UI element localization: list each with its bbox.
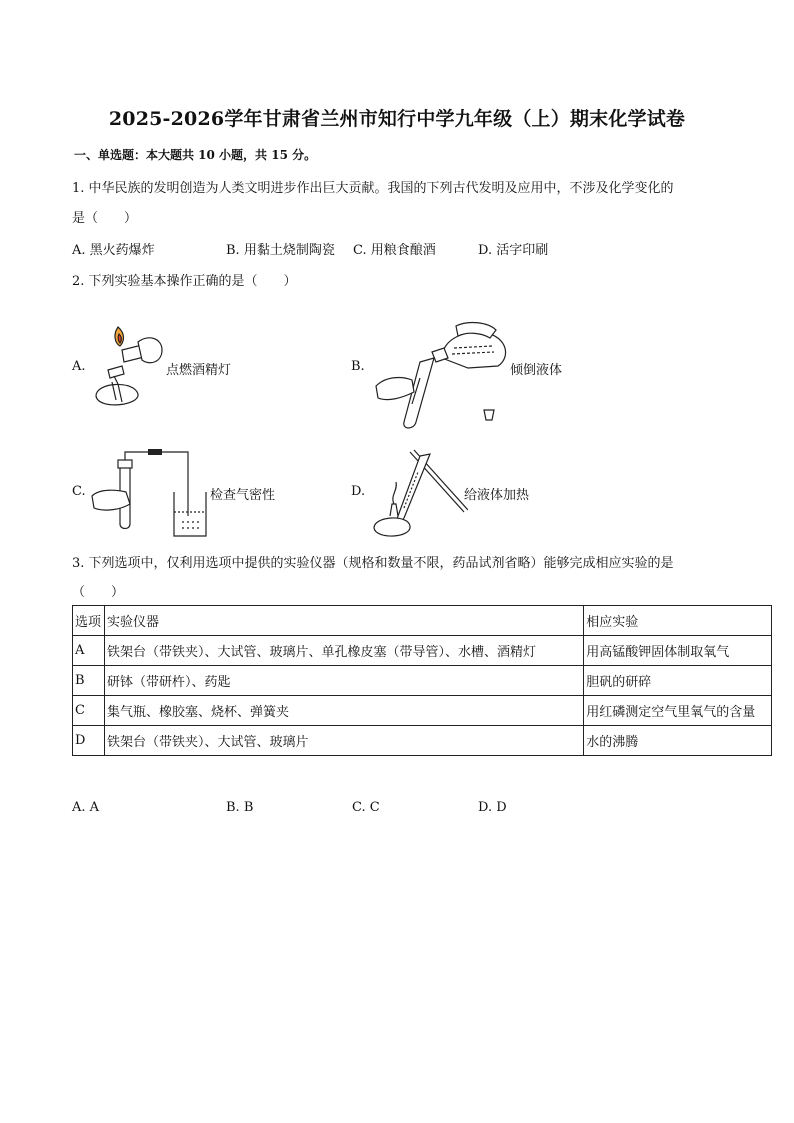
heating-liquid-icon xyxy=(368,446,468,540)
table-cell: 用红磷测定空气里氧气的含量 xyxy=(584,696,772,726)
q2-option-b-label: 倾倒液体 xyxy=(510,363,563,378)
q3-option-d[interactable]: D. D xyxy=(478,800,507,815)
q3-table xyxy=(72,605,772,756)
table-header-row xyxy=(73,606,772,636)
q3-option-a[interactable]: A. A xyxy=(72,800,100,815)
table-cell: B xyxy=(73,666,105,696)
q1-stem-line1: 1. 中华民族的发明创造为人类文明进步作出巨大贡献。我国的下列古代发明及应用中，不涉及化学变化的 xyxy=(72,181,674,196)
table-header-cell: 相应实验 xyxy=(584,606,772,636)
table-row xyxy=(73,666,772,696)
q2-option-c-label: 检查气密性 xyxy=(210,488,276,503)
q2-option-b-letter[interactable]: B. xyxy=(351,359,365,374)
q2-option-d-label: 给液体加热 xyxy=(464,488,530,503)
q2-option-c-letter[interactable]: C. xyxy=(72,484,86,499)
table-row xyxy=(73,726,772,756)
table-cell: 研钵（带研杵）、药匙 xyxy=(104,666,583,696)
q1-option-b[interactable]: B. 用黏土烧制陶瓷 xyxy=(226,243,335,258)
q3-option-b[interactable]: B. B xyxy=(226,800,254,815)
table-row xyxy=(73,696,772,726)
q2-option-d-letter[interactable]: D. xyxy=(351,484,366,499)
alcohol-lamp-lighting-icon xyxy=(88,322,168,412)
airtightness-check-icon xyxy=(90,446,210,540)
table-cell: D xyxy=(73,726,105,756)
pouring-liquid-icon xyxy=(372,318,512,432)
table-cell: 胆矾的研碎 xyxy=(584,666,772,696)
q2-option-a-letter[interactable]: A. xyxy=(72,359,86,374)
q1-stem-line2: 是（ ） xyxy=(72,211,138,226)
table-cell: 铁架台（带铁夹）、大试管、玻璃片 xyxy=(104,726,583,756)
table-cell: 水的沸腾 xyxy=(584,726,772,756)
q3-stem-line2: （ ） xyxy=(72,585,125,600)
q2-option-a-label: 点燃酒精灯 xyxy=(166,363,232,378)
q1-option-a[interactable]: A. 黑火药爆炸 xyxy=(72,243,155,258)
q1-option-c[interactable]: C. 用粮食酿酒 xyxy=(353,243,436,258)
table-header-cell: 实验仪器 xyxy=(104,606,583,636)
section-heading: 一、单选题：本大题共 10 小题，共 15 分。 xyxy=(74,148,317,162)
table-cell: 铁架台（带铁夹）、大试管、玻璃片、单孔橡皮塞（带导管）、水槽、酒精灯 xyxy=(104,636,583,666)
table-cell: C xyxy=(73,696,105,726)
q3-stem-line1: 3. 下列选项中，仅利用选项中提供的实验仪器（规格和数量不限，药品试剂省略）能够完成相应实验的是 xyxy=(72,556,674,571)
table-cell: 集气瓶、橡胶塞、烧杯、弹簧夹 xyxy=(104,696,583,726)
table-row xyxy=(73,636,772,666)
table-cell: A xyxy=(73,636,105,666)
table-cell: 用高锰酸钾固体制取氧气 xyxy=(584,636,772,666)
q1-option-d[interactable]: D. 活字印刷 xyxy=(478,243,549,258)
q2-stem: 2. 下列实验基本操作正确的是（ ） xyxy=(72,274,297,289)
table-header-cell: 选项 xyxy=(73,606,105,636)
page-title: 2025-2026学年甘肃省兰州市知行中学九年级（上）期末化学试卷 xyxy=(108,108,686,130)
q3-option-c[interactable]: C. C xyxy=(352,800,380,815)
